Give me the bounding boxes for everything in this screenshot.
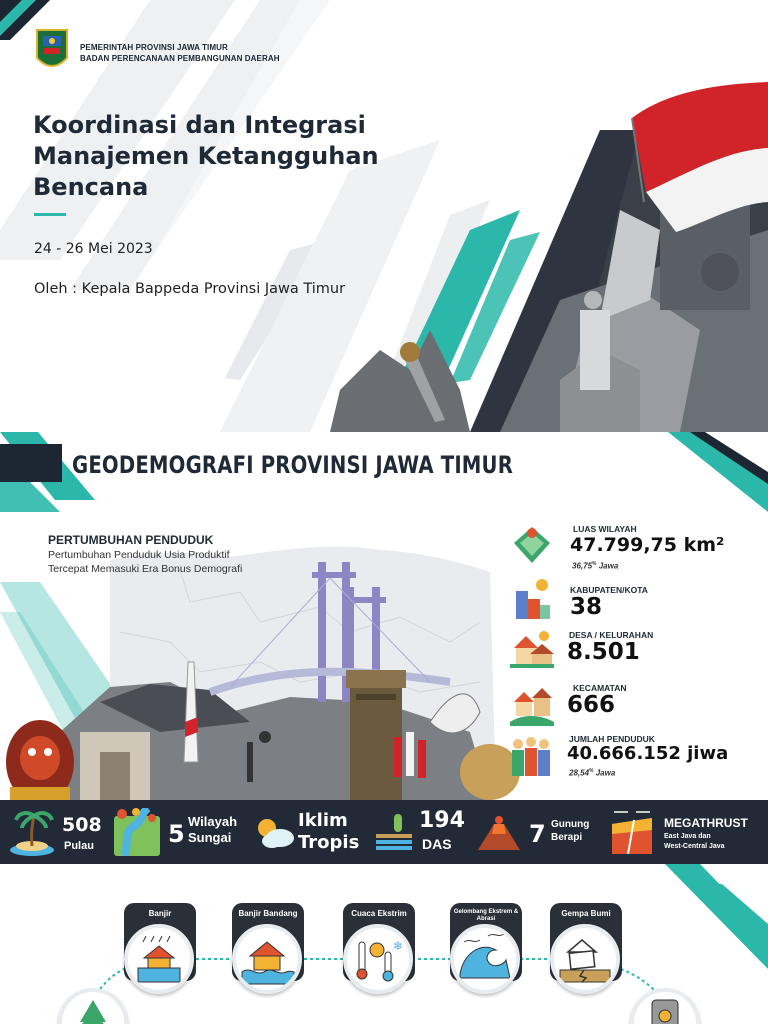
sun-cloud-icon [252,814,296,850]
climate-label [298,810,359,854]
population-note-unit: % [589,768,594,774]
population-value: 40.666.152 jiwa [567,743,729,764]
village-icon [510,628,554,668]
rivers-label-1: Wilayah [188,814,238,829]
village-label: DESA / KELURAHAN [569,630,654,640]
population-growth-subtitle [48,548,308,576]
volcano-icon [476,814,522,852]
rivers-count: 5 [168,820,185,848]
district-label: KECAMATAN [573,683,627,693]
hazard-label: Banjir Bandang [238,909,298,918]
slide-title: GEODEMOGRAFI PROVINSI JAWA TIMUR [72,451,514,479]
megathrust-icon [610,808,654,856]
title-slide [0,0,768,432]
area-note [572,561,618,571]
area-value: 47.799,75 km² [570,534,725,556]
rivers-label [188,814,237,846]
megathrust-title: MEGATHRUST [664,816,748,830]
megathrust-line-2: West-Central Java [664,843,725,850]
geodemography-slide [0,432,768,864]
hazard-circle-flood [124,924,194,994]
title-underline [34,213,66,216]
megathrust-line-1: East Java dan [664,833,711,840]
population-note [569,768,615,778]
megathrust-regions [664,832,725,852]
flood-icon [128,928,190,990]
title-line-2: Manajemen Ketangguhan [33,142,379,170]
org-line-1: PEMERINTAH PROVINSI JAWA TIMUR [80,43,228,52]
org-line-2: BADAN PERENCANAAN PEMBANGUNAN DAERAH [80,54,280,63]
population-note-text: Jawa [595,768,616,778]
title-line-1: Koordinasi dan Integrasi [33,111,366,139]
growth-line-2: Tercepat Memasuki Era Bonus Demografi [48,563,243,575]
population-label: JUMLAH PENDUDUK [569,734,655,744]
hazard-label: Banjir [148,909,172,918]
people-icon [509,736,553,778]
watershed-label: DAS [422,836,452,852]
earthquake-icon [554,928,616,990]
islands-label: Pulau [64,840,94,852]
organization-name [80,42,280,64]
growth-line-1: Pertumbuhan Penduduk Usia Produktif [48,549,230,561]
regency-label: KABUPATEN/KOTA [570,585,648,595]
tree-icon [62,992,124,1024]
indonesian-flag-icon [626,82,768,232]
area-note-text: Jawa [598,561,619,571]
map-icon [510,523,554,567]
event-date: 24 - 26 Mei 2023 [34,241,153,257]
volcano-label-2: Berapi [551,832,583,843]
islands-count: 508 [62,814,102,836]
island-icon [8,806,56,858]
village-value: 8.501 [567,639,640,665]
rivers-label-2: Sungai [188,830,232,845]
climate-label-2: Tropis [298,832,360,853]
volcano-label [551,818,589,844]
area-note-unit: % [592,561,597,567]
hazard-label: Gempa Bumi [561,909,611,918]
hazard-circle-earthquake [550,924,620,994]
hazard-label: Gelombang Ekstrem & Abrasi [453,909,519,922]
watershed-count: 194 [419,808,465,833]
hazard-circle-extreme-weather [343,924,413,994]
hazard-barrel-icon [634,992,696,1024]
hazard-circle-waves [450,924,520,994]
district-icon [510,682,554,726]
extreme-weather-icon [347,928,409,990]
hazard-label: Cuaca Ekstrim [351,909,407,918]
volcano-label-1: Gunung [551,819,590,830]
jawa-timur-emblem-icon [35,28,69,76]
presentation-title [33,110,413,203]
svg-text:❄: ❄ [393,939,404,953]
hazards-slide [0,864,768,1024]
city-icon [512,577,552,621]
river-icon [114,808,160,856]
presenter: Oleh : Kepala Bappeda Provinsi Jawa Timur [34,281,346,297]
flash-flood-icon [236,928,298,990]
area-label: LUAS WILAYAH [573,524,637,534]
regency-value: 38 [570,594,603,620]
population-note-pct: 28,54 [569,768,590,778]
watershed-icon [372,810,416,856]
title-line-3: Bencana [33,173,149,201]
district-value: 666 [567,692,616,718]
volcano-count: 7 [529,820,546,848]
hazard-circle-flash-flood [232,924,302,994]
area-note-pct: 36,75 [572,561,593,571]
geography-bar [0,800,768,864]
wave-icon [454,928,516,990]
population-growth-heading: PERTUMBUHAN PENDUDUK [48,533,214,547]
climate-label-1: Iklim [298,810,348,831]
